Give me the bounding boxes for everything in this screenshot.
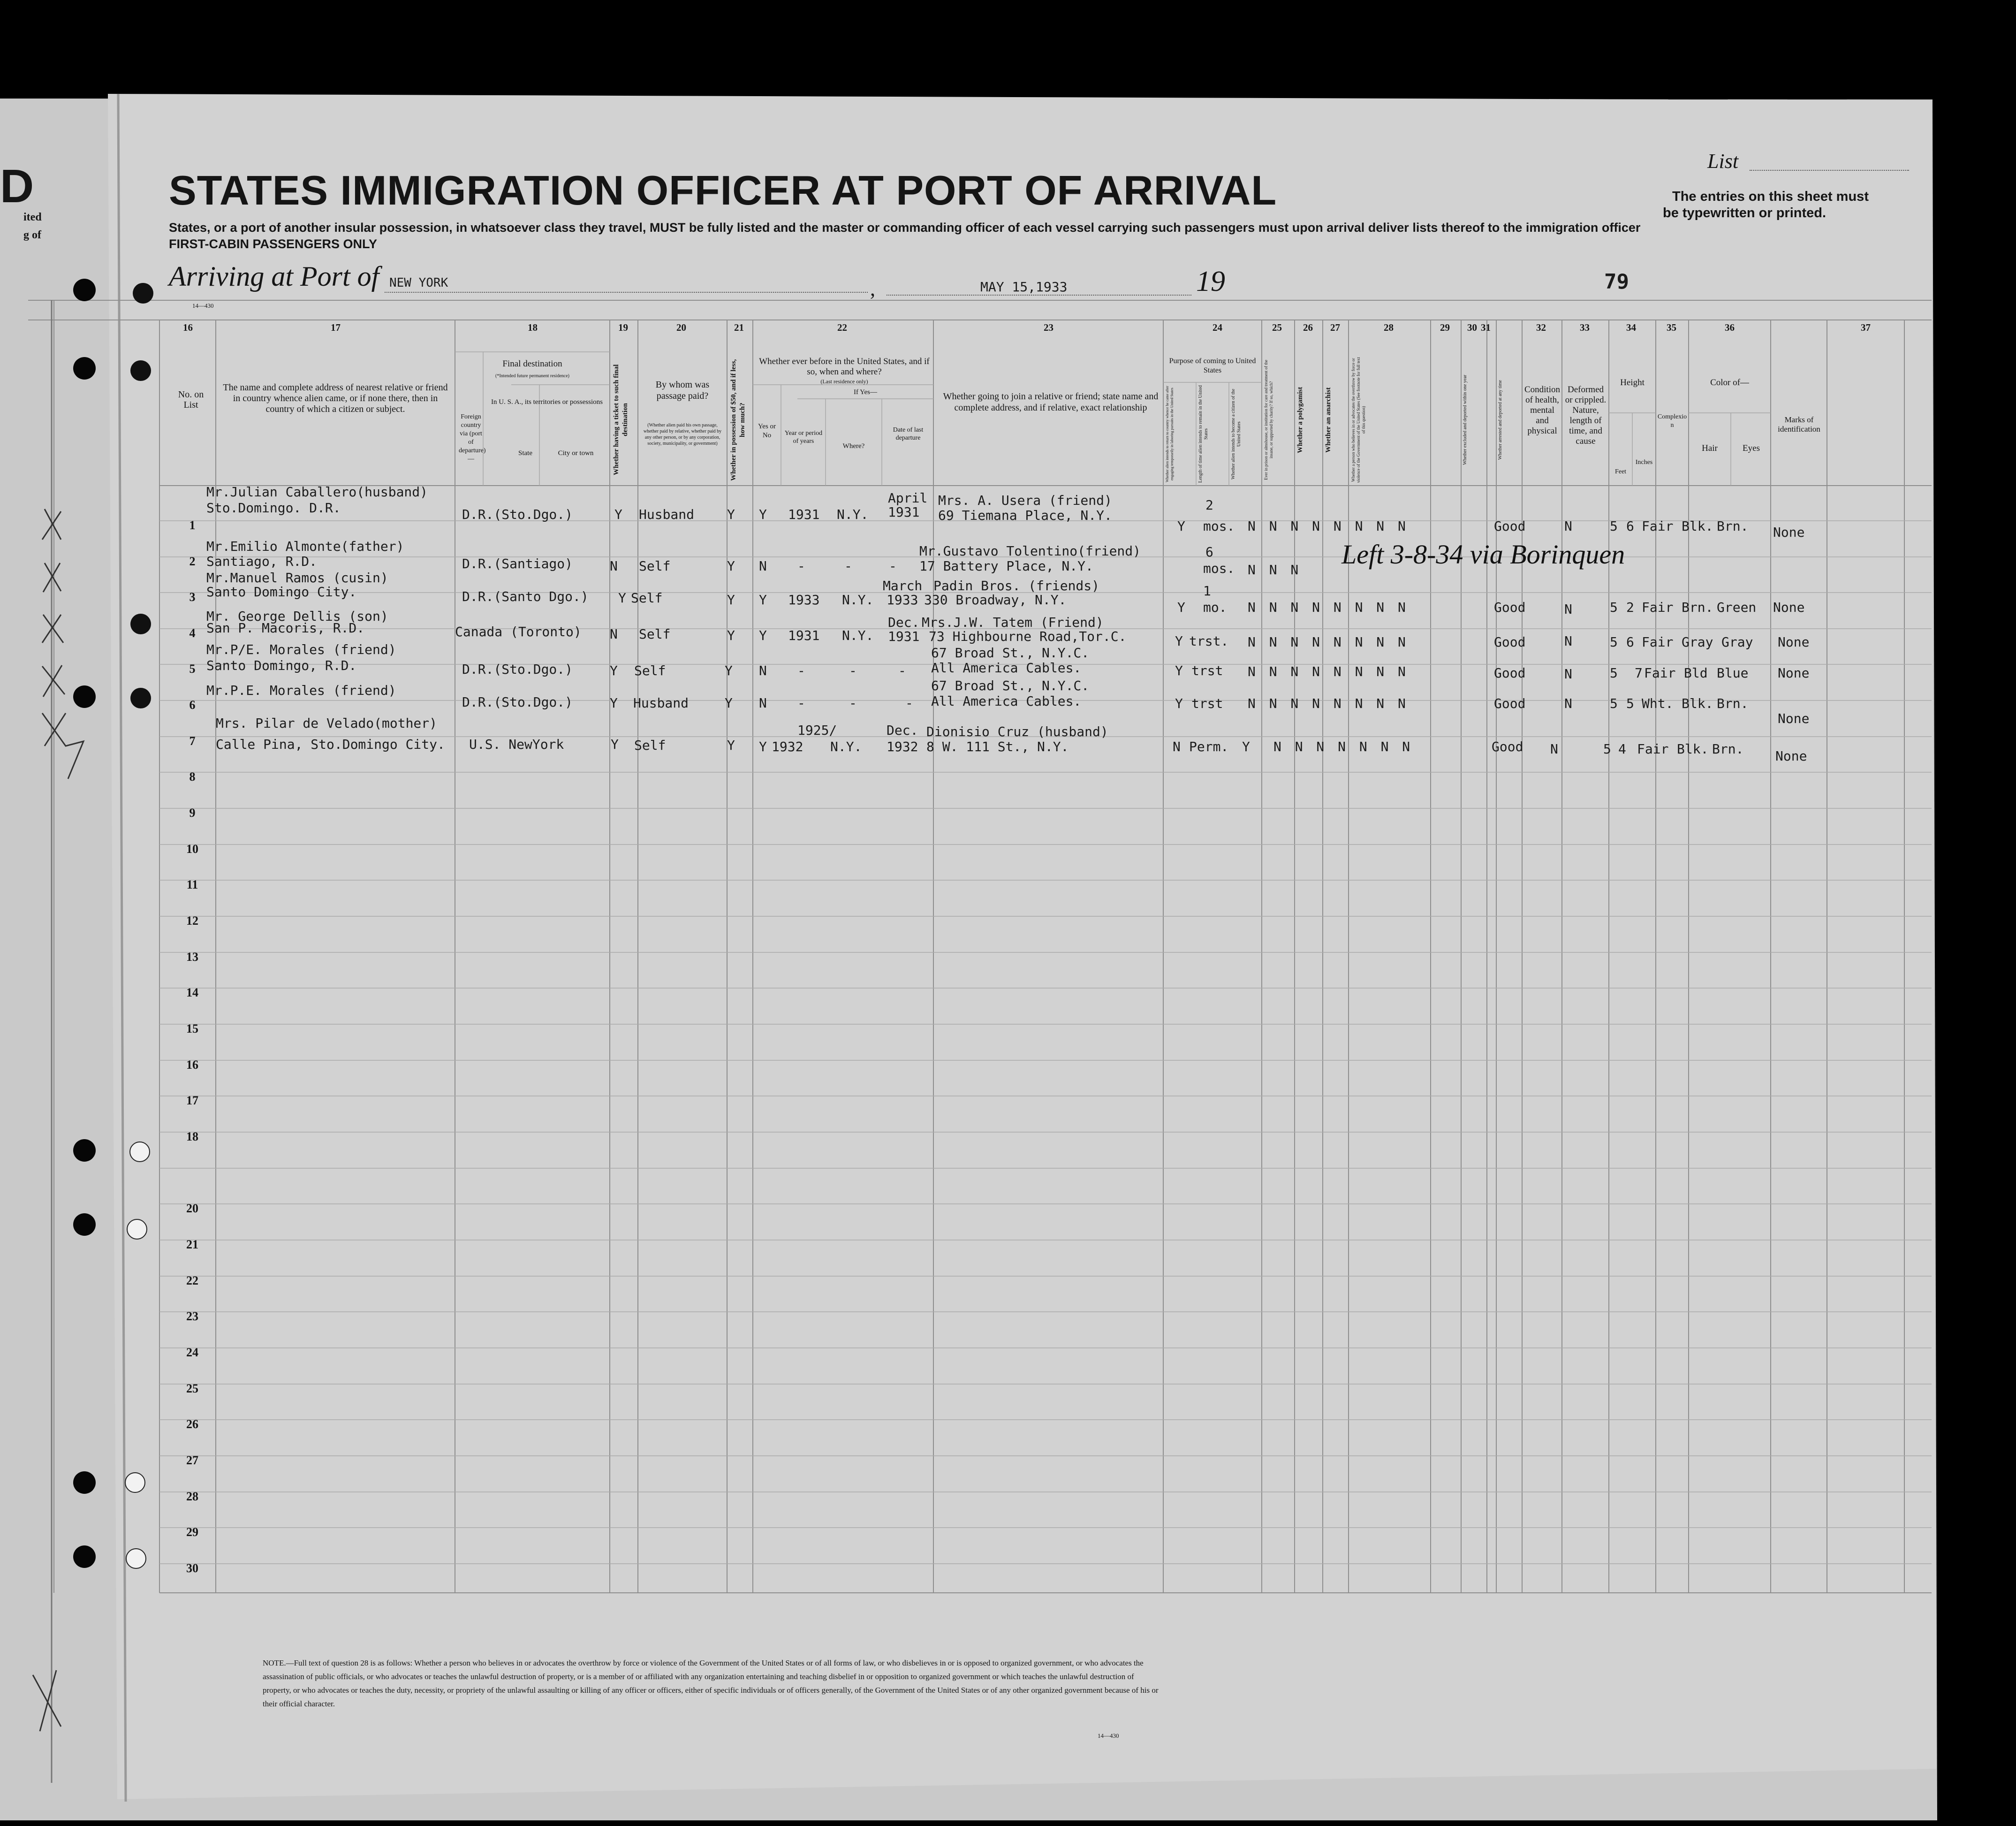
r6-flags: N N N N N N N N	[1248, 696, 1409, 711]
r1-destination: D.R.(Sto.Dgo.)	[462, 507, 573, 522]
r7-relative-address: Calle Pina, Sto.Domingo City.	[216, 737, 445, 752]
caption-hair: Hair	[1702, 443, 1718, 453]
r4-deformed: N	[1564, 633, 1572, 649]
r4-join: Mrs.J.W. Tatem (Friend)	[922, 615, 1104, 630]
r1-join: Mrs. A. Usera (friend)	[938, 493, 1112, 508]
r5-join-address: All America Cables.	[931, 660, 1082, 676]
r6-eyes: Brn.	[1717, 696, 1749, 711]
r7-departure-year: 1932	[887, 739, 918, 754]
col-24: 24	[1213, 322, 1222, 333]
r3-condition: Good	[1494, 600, 1526, 615]
r1-flags: N N N N N N N N	[1248, 518, 1409, 534]
r4-purpose-a: Y	[1175, 633, 1183, 649]
r6-ticket: Y	[610, 695, 618, 711]
typed-note-2: be typewritten or printed.	[1663, 205, 1827, 221]
r3-year: 1933	[788, 592, 820, 608]
r2-purpose-b-number: 6	[1205, 544, 1213, 560]
r5-relative-address: Santo Domingo, R.D.	[206, 658, 357, 673]
r3-purpose-b-unit: mo.	[1203, 600, 1227, 615]
r1-relative-address: Sto.Domingo. D.R.	[206, 500, 341, 516]
row-number: 6	[189, 698, 196, 712]
r6-condition: Good	[1494, 696, 1526, 711]
r1-money: Y	[727, 507, 735, 522]
row-number: 26	[186, 1417, 198, 1431]
form-number-bottom: 14—430	[1098, 1732, 1119, 1739]
r1-year: 1931	[788, 507, 820, 522]
r1-join-address: 69 Tiemana Place, N.Y.	[938, 508, 1112, 523]
r2-join: Mr.Gustavo Tolentino(friend)	[919, 543, 1141, 559]
r7-money: Y	[727, 738, 735, 753]
r4-before: Y	[759, 628, 767, 643]
row-number: 23	[186, 1309, 198, 1323]
r1-purpose-b-number: 2	[1205, 497, 1213, 513]
list-line	[1750, 170, 1909, 171]
row-number: 10	[186, 842, 198, 856]
r4-year: 1931	[788, 628, 820, 643]
col-33: 33	[1580, 322, 1590, 333]
caption-city: City or town	[558, 449, 594, 457]
r6-departure: -	[905, 695, 913, 711]
r5-marks: None	[1778, 665, 1810, 681]
r2-handwritten-note: Left 3-8-34 via Borinquen	[1341, 539, 1625, 570]
r4-hair: Gray	[1682, 634, 1713, 650]
row-number: 21	[186, 1238, 198, 1251]
r4-relative: Mr. George Dellis (son)	[206, 609, 388, 624]
row-number: 20	[186, 1202, 198, 1215]
r7-feet: 5	[1603, 741, 1611, 757]
r1-condition: Good	[1494, 518, 1526, 534]
row-number: 5	[189, 662, 196, 676]
caption-excluded: Whether excluded and deported within one year	[1463, 374, 1468, 465]
r6-join-address: All America Cables.	[931, 693, 1082, 709]
r3-deformed: N	[1564, 601, 1572, 617]
r3-join: Padin Bros. (friends)	[933, 578, 1100, 593]
r5-condition: Good	[1494, 665, 1526, 681]
col-34: 34	[1626, 322, 1636, 333]
r6-money: Y	[725, 695, 733, 711]
r5-destination: D.R.(Sto.Dgo.)	[462, 662, 573, 677]
r4-condition: Good	[1494, 634, 1526, 650]
r2-before: N	[759, 558, 767, 574]
r3-feet: 5	[1610, 600, 1618, 615]
r3-purpose-b-number: 1	[1203, 583, 1211, 599]
r7-join-address: 8 W. 111 St., N.Y.	[926, 739, 1069, 754]
instruction-line-1: States, or a port of another insular possession, in whatsoever class they travel, MUST be fully listed and the master or commanding officer of each vessel carrying such passengers must upon arrival deliver lists thereof to the immigration officer	[169, 221, 1641, 235]
r1-where: N.Y.	[837, 507, 869, 522]
r7-departure-month: Dec.	[887, 723, 918, 738]
side-fragment-2: g of	[23, 229, 41, 241]
r7-relative: Mrs. Pilar de Velado(mother)	[216, 715, 438, 731]
r3-marks: None	[1773, 600, 1805, 615]
caption-purpose: Purpose of coming to United States	[1169, 357, 1256, 374]
col-35: 35	[1667, 322, 1676, 333]
r7-complexion: Fair	[1637, 741, 1669, 757]
row-number: 11	[186, 878, 198, 891]
caption-fifty-dollars: Whether in possession of $50, and if less, how much?	[730, 359, 746, 481]
r6-before: N	[759, 695, 767, 711]
caption-last-departure: Date of last departure	[893, 426, 924, 441]
r5-relative: Mr.P/E. Morales (friend)	[206, 642, 396, 657]
col-27: 27	[1330, 322, 1340, 333]
r7-purpose-a: N	[1173, 739, 1181, 754]
caption-inches: Inches	[1635, 459, 1653, 466]
r4-departure-month: Dec.	[888, 615, 920, 630]
caption-purpose-c: Whether alien intends to become a citizen of the United States	[1231, 388, 1242, 479]
r7-inches: 4	[1618, 741, 1626, 757]
r3-join-address: 330 Broadway, N.Y.	[924, 592, 1067, 608]
caption-foreign-country: Foreign country via (port of departure)—	[459, 413, 486, 463]
col-29: 29	[1440, 322, 1450, 333]
caption-passage-paid-note: (Whether alien paid his own passage, whether paid by relative, whether paid by any other person, or by any corporation, society, municipality, or government)	[643, 423, 722, 446]
r5-ticket: Y	[610, 663, 618, 678]
r2-flags: N N N	[1248, 562, 1302, 578]
r1-ticket: Y	[614, 507, 622, 522]
r3-eyes: Green	[1717, 600, 1757, 615]
row-number: 13	[186, 950, 198, 964]
caption-deformed: Deformed or crippled. Nature, length of time, and cause	[1565, 385, 1607, 446]
col-31: 31	[1481, 322, 1491, 333]
r3-ticket: Y	[618, 590, 626, 606]
r3-departure-month: March	[883, 578, 923, 593]
r5-flags: N N N N N N N N	[1248, 664, 1409, 679]
col-19: 19	[618, 322, 628, 333]
r4-departure-year: 1931	[888, 629, 920, 644]
r5-passage-paid: Self	[634, 663, 666, 678]
r1-purpose-a: Y	[1177, 518, 1185, 534]
r7-before: Y	[759, 739, 767, 754]
caption-purpose-a: Whether alien intends to return to country whence he came after engaging temporarily in laboring pursuits in the United States	[1165, 386, 1174, 482]
r6-complexion: Wht.	[1642, 696, 1674, 711]
r2-departure: -	[889, 558, 897, 574]
r5-inches: 7	[1635, 665, 1643, 681]
caption-purpose-b: Length of time alien intends to remain in the United States	[1198, 385, 1209, 483]
port-value: NEW YORK	[389, 276, 448, 290]
date-line	[887, 295, 1191, 296]
caption-overthrow: Whether a person who believes in or advocates the overthrow by force or violence of the Government of the United States (See footnote for full text of this question)	[1351, 357, 1366, 483]
caption-final-destination: Final destination	[502, 359, 562, 369]
footnote: NOTE.—Full text of question 28 is as follows: Whether a person who believes in or advocates the overthrow by force or violence of the Government of the United States or of all forms of law, or who disbelieves in or is opposed to organized government, or who advocates the assassination of public officials, or who advocates or teaches the unlawful destruction of property, or is a member of or affiliated with any organization entertaining and teaching disbelief in or opposition to organized government or which teaches the unlawful destruction of property, or who advocates or teaches the duty, necessity, or propriety of the unlawful assaulting or killing of any officer or officers, either of specific individuals or of officers generally, of the Government of the United States or of any other organized government because of his or their official character.	[263, 1659, 1159, 1708]
r5-complexion: Fair	[1644, 665, 1676, 681]
r3-relative-address: Santo Domingo City.	[206, 584, 357, 600]
r7-eyes: Brn.	[1712, 741, 1744, 757]
col-18: 18	[528, 322, 538, 333]
col-28: 28	[1384, 322, 1394, 333]
comma-1: ,	[870, 277, 875, 300]
caption-final-destination-note: (*Intended future permanent residence)	[495, 373, 569, 379]
r6-feet: 5	[1610, 696, 1618, 711]
row-number: 4	[189, 626, 196, 640]
r4-ticket: N	[610, 626, 618, 642]
r4-eyes: Gray	[1721, 634, 1753, 650]
caption-yes-no: Yes or No	[758, 423, 776, 439]
row-number: 12	[186, 914, 198, 928]
r6-deformed: N	[1564, 696, 1572, 711]
col-20: 20	[676, 322, 686, 333]
caption-condition: Condition of health, mental and physical	[1524, 385, 1560, 436]
r4-feet: 5	[1610, 634, 1618, 650]
port-line	[385, 292, 868, 293]
r7-year-1: 1925/	[797, 723, 837, 738]
col-25: 25	[1272, 322, 1282, 333]
r3-complexion: Fair	[1642, 600, 1674, 615]
side-letter: D	[0, 160, 34, 213]
r4-purpose-b: trst.	[1189, 633, 1229, 649]
caption-anarchist: Whether an anarchist	[1325, 387, 1332, 453]
r7-hair: Blk.	[1677, 741, 1709, 757]
r1-marks: None	[1773, 525, 1805, 540]
row-number: 25	[186, 1382, 198, 1395]
r4-destination: Canada (Toronto)	[455, 624, 582, 639]
row-number: 8	[189, 770, 196, 784]
row-number: 2	[189, 555, 196, 568]
r2-passage-paid: Self	[639, 558, 671, 574]
date-value: MAY 15,1933	[980, 279, 1068, 295]
r2-relative: Mr.Emilio Almonte(father)	[206, 539, 404, 554]
row-number: 7	[189, 734, 196, 748]
r6-year: -	[797, 695, 805, 711]
row-number: 24	[186, 1346, 198, 1359]
r5-hair: Bld	[1684, 665, 1708, 681]
instruction-line-2: FIRST-CABIN PASSENGERS ONLY	[169, 237, 378, 251]
r1-before: Y	[759, 507, 767, 522]
r7-marks: None	[1775, 748, 1807, 764]
r3-destination: D.R.(Santo Dgo.)	[462, 589, 589, 604]
r6-join: 67 Broad St., N.Y.C.	[931, 678, 1090, 693]
r6-marks: None	[1778, 711, 1810, 726]
r1-purpose-b-unit: mos.	[1203, 518, 1235, 534]
r4-inches: 6	[1626, 634, 1634, 650]
r5-feet: 5	[1610, 665, 1618, 681]
r1-departure-month: April	[888, 490, 928, 506]
list-label: List	[1707, 150, 1739, 173]
row-number: 22	[186, 1274, 198, 1287]
caption-last-residence: (Last residence only)	[820, 378, 868, 385]
r1-hair: Blk.	[1682, 518, 1713, 534]
caption-marks: Marks of identification	[1778, 415, 1820, 434]
r5-year: -	[797, 663, 805, 678]
r7-purpose-c: Y	[1242, 739, 1250, 754]
caption-year-period: Year or period of years	[784, 430, 823, 445]
r3-inches: 2	[1626, 600, 1634, 615]
r5-eyes: Blue	[1717, 665, 1749, 681]
caption-no-on-list: No. on List	[178, 389, 204, 410]
caption-height: Height	[1620, 378, 1645, 388]
caption-state: State	[518, 449, 532, 457]
caption-prison: Ever in prison or almshouse, or institution for care and treatment of the insane, or supported by charity? If so, which?	[1264, 359, 1273, 480]
r7-condition: Good	[1492, 739, 1523, 754]
form-number-top: 14—430	[192, 302, 214, 309]
r3-passage-paid: Self	[631, 590, 663, 606]
r5-money: Y	[725, 663, 733, 678]
r2-where: -	[844, 558, 852, 574]
r6-purpose-b: trst	[1191, 696, 1223, 711]
r7-purpose-b: Perm.	[1189, 739, 1229, 754]
row-number: 14	[186, 986, 198, 999]
caption-eyes: Eyes	[1743, 443, 1760, 453]
r6-where: -	[849, 695, 857, 711]
r5-where: -	[849, 663, 857, 678]
r3-flags: N N N N N N N N	[1248, 600, 1409, 615]
r5-deformed: N	[1564, 666, 1572, 682]
r4-flags: N N N N N N N N	[1248, 634, 1409, 650]
r5-departure: -	[898, 663, 906, 678]
caption-passage-paid: By whom was passage paid?	[655, 380, 710, 401]
col-23: 23	[1044, 322, 1053, 333]
row-number: 30	[186, 1561, 198, 1575]
r3-departure-year: 1933	[887, 592, 918, 608]
caption-before-in-us: Whether ever before in the United States, and if so, when and where?	[759, 357, 930, 377]
side-fragment-1: ited	[23, 211, 42, 223]
r1-eyes: Brn.	[1717, 518, 1749, 534]
r4-relative-address: San P. Macoris, R.D.	[206, 620, 365, 636]
caption-arrested: Whether arrested and deported at any time	[1498, 380, 1503, 460]
r7-ticket: Y	[611, 737, 619, 752]
caption-color-of: Color of—	[1710, 378, 1749, 388]
r2-join-address: 17 Battery Place, N.Y.	[919, 558, 1093, 574]
r3-purpose-a: Y	[1177, 600, 1185, 615]
col-36: 36	[1725, 322, 1735, 333]
r5-join: 67 Broad St., N.Y.C.	[931, 645, 1090, 661]
caption-in-usa: In U. S. A., its territories or possessions	[491, 398, 603, 406]
r6-inches: 5	[1626, 696, 1634, 711]
r7-passage-paid: Self	[634, 738, 666, 753]
r3-before: Y	[759, 592, 767, 608]
r2-money: Y	[727, 558, 735, 574]
caption-complexion: Complexion	[1657, 413, 1687, 429]
r4-passage-paid: Self	[639, 626, 671, 642]
r4-where: N.Y.	[842, 628, 874, 643]
r5-purpose-b: trst	[1191, 663, 1223, 678]
r6-hair: Blk.	[1682, 696, 1713, 711]
r7-where: N.Y.	[830, 739, 862, 754]
col-26: 26	[1303, 322, 1313, 333]
r6-destination: D.R.(Sto.Dgo.)	[462, 694, 573, 710]
r1-departure-year: 1931	[888, 504, 920, 520]
caption-feet: Feet	[1614, 468, 1627, 475]
r7-year-2: 1932	[772, 739, 803, 754]
col-22: 22	[837, 322, 847, 333]
r1-passage-paid: Husband	[639, 507, 695, 522]
r4-join-address: 73 Highbourne Road,Tor.C.	[929, 629, 1127, 644]
typed-note-1: The entries on this sheet must	[1672, 189, 1869, 204]
caption-join-relative: Whether going to join a relative or friend; state name and complete address, and if relative, exact relationship	[943, 391, 1159, 413]
r1-feet: 5	[1610, 518, 1618, 534]
r1-deformed: N	[1564, 518, 1572, 534]
row-number: 18	[186, 1130, 198, 1143]
r6-passage-paid: Husband	[633, 695, 689, 711]
r6-purpose-a: Y	[1175, 696, 1183, 711]
r6-relative: Mr.P.E. Morales (friend)	[206, 683, 396, 698]
row-number: 3	[189, 590, 196, 604]
r3-where: N.Y.	[842, 592, 874, 608]
year-prefix: 19	[1196, 266, 1225, 297]
r4-complexion: Fair	[1642, 634, 1674, 650]
caption-ticket: Whether having a ticket to such final destination	[613, 364, 629, 476]
caption-polygamist: Whether a polygamist	[1296, 387, 1304, 453]
r1-inches: 6	[1626, 518, 1634, 534]
r5-purpose-a: Y	[1175, 663, 1183, 678]
r5-before: N	[759, 663, 767, 678]
row-number: 9	[189, 806, 196, 820]
r2-destination: D.R.(Santiago)	[462, 556, 573, 571]
r2-relative-address: Santiago, R.D.	[206, 554, 318, 569]
row-number: 29	[186, 1525, 198, 1539]
r3-money: Y	[727, 592, 735, 608]
r2-year: -	[797, 558, 805, 574]
col-37: 37	[1861, 322, 1871, 333]
r1-complexion: Fair	[1642, 518, 1674, 534]
r3-hair: Brn.	[1682, 600, 1713, 615]
col-30: 30	[1467, 322, 1477, 333]
row-number: 1	[189, 518, 196, 532]
sheet-number: 79	[1604, 270, 1629, 294]
row-number: 27	[186, 1453, 198, 1467]
row-number: 17	[186, 1094, 198, 1107]
r2-purpose-b-unit: mos.	[1203, 561, 1235, 576]
r4-money: Y	[727, 628, 735, 643]
caption-if-yes: If Yes—	[853, 388, 877, 396]
col-17: 17	[331, 322, 341, 333]
page-title: STATES IMMIGRATION OFFICER AT PORT OF ARRIVAL	[169, 167, 1277, 213]
r4-marks: None	[1778, 634, 1810, 650]
col-16: 16	[183, 322, 193, 333]
r7-flags: N N N N N N N	[1273, 739, 1413, 754]
caption-nearest-relative: The name and complete address of nearest relative or friend in country whence alien came, or if none there, then in country of which a citizen or subject.	[223, 382, 448, 414]
r7-destination: U.S. NewYork	[469, 737, 564, 752]
r3-relative: Mr.Manuel Ramos (cusin)	[206, 570, 388, 586]
r1-relative: Mr.Julian Caballero(husband)	[206, 484, 428, 500]
arriving-label: Arriving at Port of	[169, 261, 379, 292]
col-32: 32	[1536, 322, 1546, 333]
r7-deformed: N	[1550, 741, 1558, 757]
caption-where: Where?	[842, 442, 865, 450]
row-number: 15	[186, 1022, 198, 1035]
row-number: 16	[186, 1058, 198, 1072]
r2-ticket: N	[610, 558, 618, 574]
col-21: 21	[734, 322, 744, 333]
row-number: 28	[186, 1490, 198, 1503]
r7-join: Dionisio Cruz (husband)	[926, 724, 1108, 739]
